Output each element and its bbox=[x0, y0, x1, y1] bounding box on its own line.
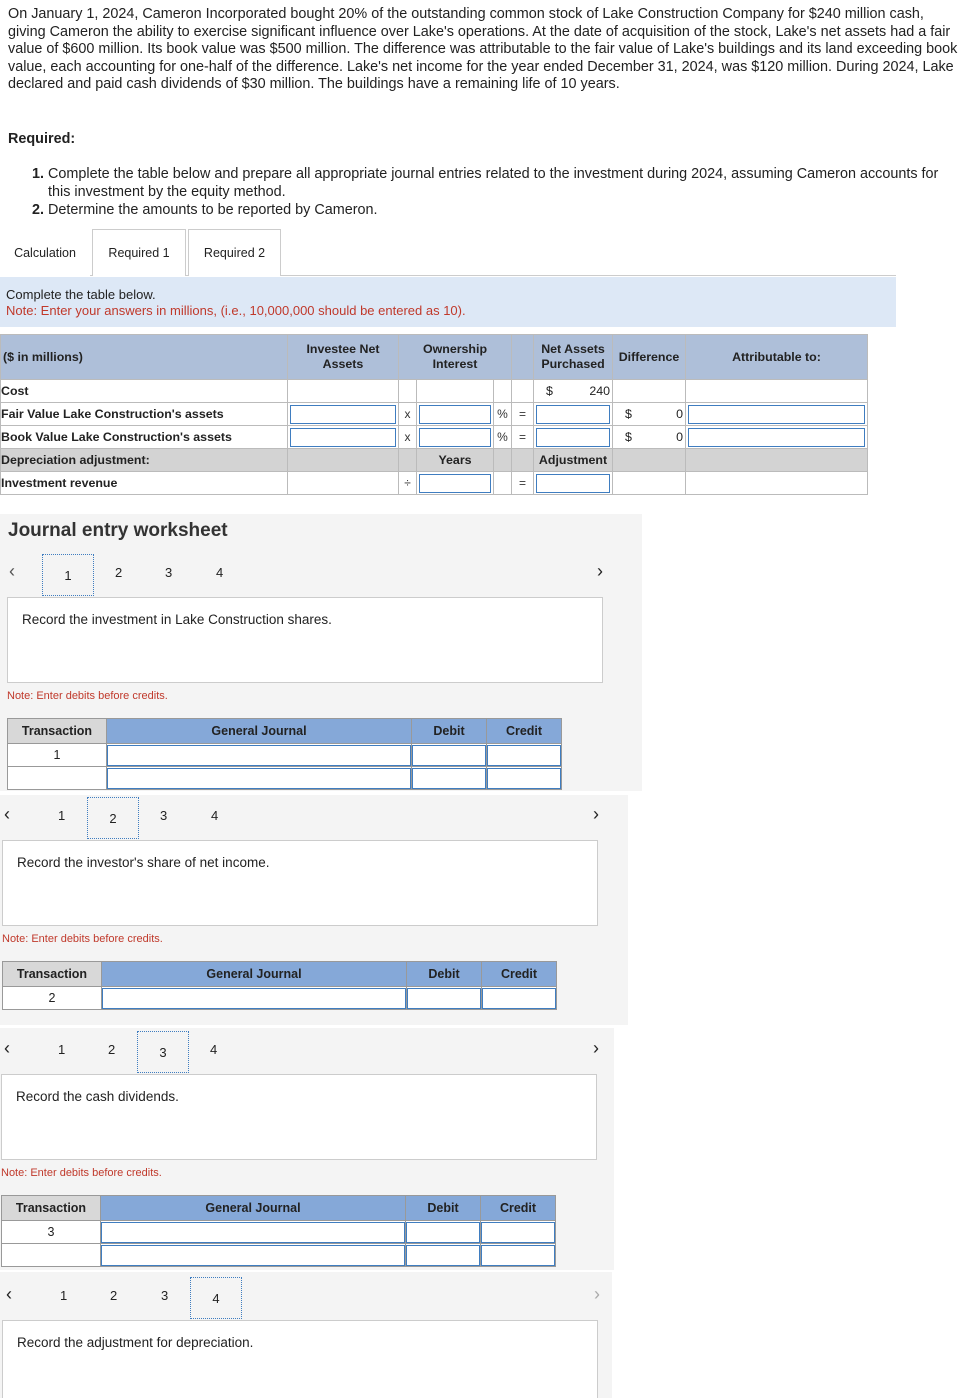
required-title: Required: bbox=[8, 131, 76, 147]
general-journal-header: General Journal bbox=[101, 1196, 406, 1221]
credit-header: Credit bbox=[481, 1196, 556, 1221]
general-journal-header: General Journal bbox=[102, 962, 407, 987]
book-value-ownership-input[interactable] bbox=[419, 428, 491, 447]
fair-value-attributable-input[interactable] bbox=[688, 405, 865, 424]
years-label: Years bbox=[417, 449, 494, 472]
pager-1 bbox=[40, 553, 240, 597]
prev-icon[interactable]: ‹ bbox=[4, 804, 10, 824]
header-ownership: Ownership Interest bbox=[399, 335, 512, 380]
instructions-text: Complete the table below. bbox=[6, 287, 156, 302]
page-1-button[interactable]: 1 bbox=[60, 1288, 68, 1303]
requirement-2: 2. Determine the amounts to be reported by Cameron. bbox=[32, 202, 378, 218]
page-3-button[interactable]: 3 bbox=[161, 1288, 169, 1303]
equals-sign: = bbox=[512, 403, 534, 426]
entry-3-table bbox=[1, 1195, 556, 1267]
entry-2-note: Note: Enter debits before credits. bbox=[2, 933, 163, 945]
transaction-number: 3 bbox=[2, 1221, 101, 1244]
entry-1-table bbox=[7, 718, 562, 790]
page-4-button[interactable]: 4 bbox=[190, 1277, 242, 1319]
debit-input[interactable] bbox=[412, 745, 486, 766]
page-1-button[interactable]: 1 bbox=[42, 554, 94, 596]
credit-input[interactable] bbox=[487, 768, 561, 789]
page-2-button[interactable]: 2 bbox=[110, 1288, 118, 1303]
page-1-button[interactable]: 1 bbox=[58, 808, 66, 823]
debit-header: Debit bbox=[406, 1196, 481, 1221]
divide-sign: ÷ bbox=[399, 472, 417, 495]
account-input[interactable] bbox=[107, 745, 411, 766]
book-value-net-assets-input[interactable] bbox=[536, 428, 610, 447]
entry-2-description: Record the investor's share of net income. bbox=[2, 840, 598, 926]
requirements-list bbox=[32, 165, 962, 219]
account-input[interactable] bbox=[102, 988, 406, 1009]
row-fair-value-label: Fair Value Lake Construction's assets bbox=[1, 403, 288, 426]
calculation-table bbox=[0, 334, 867, 495]
adjustment-input[interactable] bbox=[536, 474, 610, 493]
book-value-difference: $ 0 bbox=[613, 426, 686, 449]
debit-input[interactable] bbox=[406, 1245, 480, 1266]
prev-icon[interactable]: ‹ bbox=[6, 1284, 12, 1304]
pager-2 bbox=[40, 797, 240, 841]
equals-sign: = bbox=[512, 472, 534, 495]
next-icon[interactable]: › bbox=[597, 561, 603, 581]
header-label: ($ in millions) bbox=[1, 335, 288, 380]
pager-3 bbox=[40, 1031, 240, 1075]
page-1-button[interactable]: 1 bbox=[58, 1042, 66, 1057]
tab-required-1[interactable]: Required 1 bbox=[92, 229, 186, 276]
tab-bar bbox=[0, 229, 896, 276]
credit-header: Credit bbox=[482, 962, 557, 987]
debit-input[interactable] bbox=[407, 988, 481, 1009]
instructions-note: Note: Enter your answers in millions, (i.e., 10,000,000 should be entered as 10). bbox=[6, 303, 466, 318]
header-difference: Difference bbox=[613, 335, 686, 380]
journal-title: Journal entry worksheet bbox=[8, 520, 228, 541]
transaction-number: 2 bbox=[3, 987, 102, 1010]
credit-input[interactable] bbox=[481, 1245, 555, 1266]
header-net-assets: Net Assets Purchased bbox=[534, 335, 613, 380]
account-input[interactable] bbox=[101, 1245, 405, 1266]
general-journal-header: General Journal bbox=[107, 719, 412, 744]
problem-statement: On January 1, 2024, Cameron Incorporated bought 20% of the outstanding common stock of Lake Construction Company for $240 million cash, giving Cameron the ability to exercise significant influence over Lake's operations. At the date of acquisition of the stock, Lake's net assets had a fair value of $600 million. Its book value was $500 million. The difference was attributable to the fair value of Lake's buildings and its land exceeding book value, each accounting for one-half of the difference. Lake's net income for the year ended December 31, 2024, was $120 million. During 2024, Lake declared and paid cash dividends of $30 million. The buildings have a remaining life of 10 years. bbox=[8, 6, 958, 93]
row-depreciation-label: Depreciation adjustment: bbox=[1, 449, 288, 472]
pager-4 bbox=[40, 1276, 250, 1320]
cost-value-cell: $ 240 bbox=[534, 380, 613, 403]
header-investee: Investee Net Assets bbox=[288, 335, 399, 380]
next-icon[interactable]: › bbox=[594, 1284, 600, 1304]
credit-input[interactable] bbox=[482, 988, 556, 1009]
percent-sign: % bbox=[494, 426, 512, 449]
entry-4-description: Record the adjustment for depreciation. bbox=[2, 1320, 598, 1398]
next-icon[interactable]: › bbox=[593, 804, 599, 824]
fair-value-ownership-input[interactable] bbox=[419, 405, 491, 424]
book-value-investee-input[interactable] bbox=[290, 428, 396, 447]
prev-icon[interactable]: ‹ bbox=[9, 561, 15, 581]
page-3-button[interactable]: 3 bbox=[160, 808, 168, 823]
transaction-header: Transaction bbox=[8, 719, 107, 744]
debit-header: Debit bbox=[412, 719, 487, 744]
fair-value-investee-input[interactable] bbox=[290, 405, 396, 424]
credit-input[interactable] bbox=[481, 1222, 555, 1243]
page-2-button[interactable]: 2 bbox=[115, 565, 123, 580]
debit-input[interactable] bbox=[412, 768, 486, 789]
account-input[interactable] bbox=[107, 768, 411, 789]
fair-value-net-assets-input[interactable] bbox=[536, 405, 610, 424]
instructions-panel bbox=[0, 277, 896, 327]
account-input[interactable] bbox=[101, 1222, 405, 1243]
page-3-button[interactable]: 3 bbox=[137, 1031, 189, 1073]
adjustment-label: Adjustment bbox=[534, 449, 613, 472]
cost-value: 240 bbox=[589, 384, 610, 398]
tab-calculation[interactable]: Calculation bbox=[0, 229, 90, 276]
row-book-value-label: Book Value Lake Construction's assets bbox=[1, 426, 288, 449]
debit-header: Debit bbox=[407, 962, 482, 987]
page-4-button[interactable]: 4 bbox=[210, 1042, 218, 1057]
page-2-button[interactable]: 2 bbox=[108, 1042, 116, 1057]
transaction-header: Transaction bbox=[2, 1196, 101, 1221]
entry-1-note: Note: Enter debits before credits. bbox=[7, 690, 168, 702]
page-4-button[interactable]: 4 bbox=[216, 565, 224, 580]
page-2-button[interactable]: 2 bbox=[87, 797, 139, 839]
page-4-button[interactable]: 4 bbox=[211, 808, 219, 823]
page-3-button[interactable]: 3 bbox=[165, 565, 173, 580]
entry-3-description: Record the cash dividends. bbox=[1, 1074, 597, 1160]
header-attributable: Attributable to: bbox=[686, 335, 868, 380]
transaction-number: 1 bbox=[8, 744, 107, 767]
prev-icon[interactable]: ‹ bbox=[4, 1038, 10, 1058]
percent-sign: % bbox=[494, 403, 512, 426]
row-investment-revenue-label: Investment revenue bbox=[1, 472, 288, 495]
entry-2-table bbox=[2, 961, 557, 1010]
credit-header: Credit bbox=[487, 719, 562, 744]
fair-value-difference: $ 0 bbox=[613, 403, 686, 426]
times-sign: x bbox=[399, 403, 417, 426]
next-icon[interactable]: › bbox=[593, 1038, 599, 1058]
entry-3-note: Note: Enter debits before credits. bbox=[1, 1167, 162, 1179]
tab-required-2[interactable]: Required 2 bbox=[188, 229, 281, 276]
debit-input[interactable] bbox=[406, 1222, 480, 1243]
years-input[interactable] bbox=[419, 474, 491, 493]
row-cost-label: Cost bbox=[1, 380, 288, 403]
transaction-header: Transaction bbox=[3, 962, 102, 987]
book-value-attributable-input[interactable] bbox=[688, 428, 865, 447]
credit-input[interactable] bbox=[487, 745, 561, 766]
times-sign: x bbox=[399, 426, 417, 449]
entry-1-description: Record the investment in Lake Construction shares. bbox=[7, 597, 603, 683]
equals-sign: = bbox=[512, 426, 534, 449]
requirement-1: 1. Complete the table below and prepare all appropriate journal entries related to the investment during 2024, assuming Cameron accounts for this investment by the equity method. bbox=[32, 166, 939, 200]
